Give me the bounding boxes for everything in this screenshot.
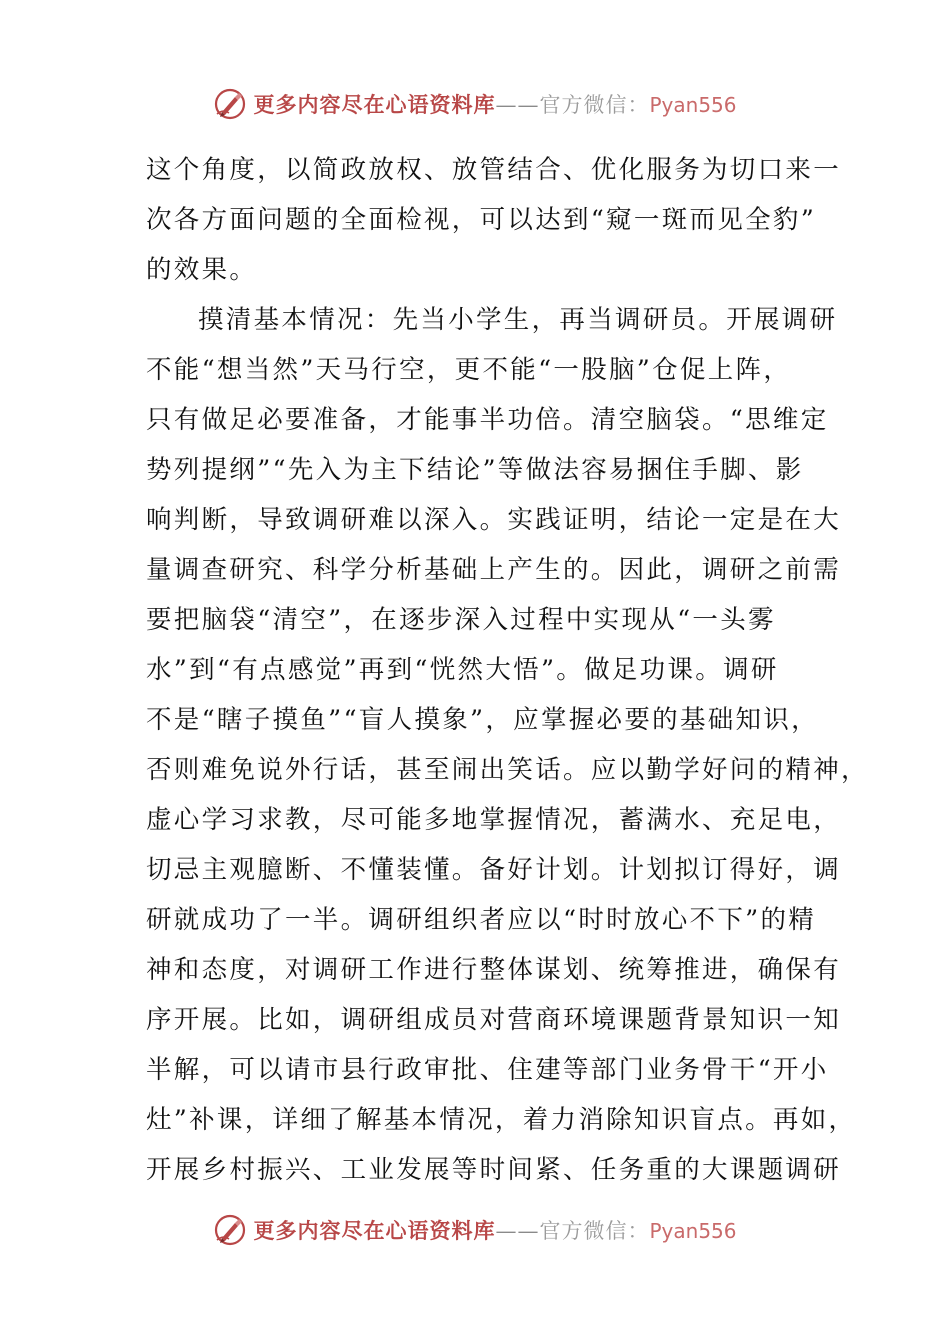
text-line: 量调查研究、科学分析基础上产生的。因此，调研之前需 (146, 555, 842, 585)
watermark-separator: —— (495, 1219, 540, 1243)
pen-logo-icon (213, 1213, 247, 1247)
text-line: 不是“瞎子摸鱼”“盲人摸象”，应掌握必要的基础知识， (146, 705, 819, 735)
text-line: 研就成功了一半。调研组织者应以“时时放心不下”的精 (146, 905, 817, 935)
text-line: 灶”补课，详细了解基本情况，着力消除知识盲点。再如， (146, 1105, 857, 1135)
text-line: 这个角度，以简政放权、放管结合、优化服务为切口来一 (146, 155, 842, 185)
text-line: 的效果。 (146, 255, 258, 285)
watermark-brand: 更多内容尽在心语资料库 (253, 1218, 496, 1243)
header-watermark (0, 84, 950, 124)
text-line: 神和态度，对调研工作进行整体谋划、统筹推进，确保有 (146, 955, 842, 985)
text-line: 水”到“有点感觉”再到“恍然大悟”。做足功课。调研 (146, 655, 779, 685)
text-line: 只有做足必要准备，才能事半功倍。清空脑袋。“思维定 (146, 405, 829, 435)
watermark-handle: Pyan556 (649, 1219, 737, 1243)
text-line: 虚心学习求教，尽可能多地掌握情况，蓄满水、充足电， (146, 805, 842, 835)
footer-watermark (0, 1210, 950, 1250)
document-body (146, 145, 869, 1195)
text-line: 序开展。比如，调研组成员对营商环境课题背景知识一知 (146, 1005, 842, 1035)
watermark-contact-label: 官方微信： (539, 93, 650, 117)
watermark-text (253, 89, 736, 119)
pen-logo-icon (213, 87, 247, 121)
watermark-contact-label: 官方微信： (539, 1219, 650, 1243)
watermark-separator: —— (495, 93, 540, 117)
watermark-brand: 更多内容尽在心语资料库 (253, 92, 496, 117)
text-line: 要把脑袋“清空”，在逐步深入过程中实现从“一头雾 (146, 605, 776, 635)
text-line: 开展乡村振兴、工业发展等时间紧、任务重的大课题调研 (146, 1155, 842, 1185)
text-line: 次各方面问题的全面检视，可以达到“窥一斑而见全豹” (146, 205, 817, 235)
text-line: 响判断，导致调研难以深入。实践证明，结论一定是在大 (146, 505, 842, 535)
text-line: 半解，可以请市县行政审批、住建等部门业务骨干“开小 (146, 1055, 829, 1085)
text-line: 势列提纲”“先入为主下结论”等做法容易捆住手脚、影 (146, 455, 804, 485)
text-line: 否则难免说外行话，甚至闹出笑话。应以勤学好问的精神， (146, 755, 869, 785)
text-line: 切忌主观臆断、不懂装懂。备好计划。计划拟订得好，调 (146, 855, 842, 885)
watermark-handle: Pyan556 (649, 93, 737, 117)
paragraph-start-line: 摸清基本情况：先当小学生，再当调研员。开展调研 (198, 305, 838, 335)
watermark-text (253, 1215, 736, 1245)
text-line: 不能“想当然”天马行空，更不能“一股脑”仓促上阵， (146, 355, 792, 385)
